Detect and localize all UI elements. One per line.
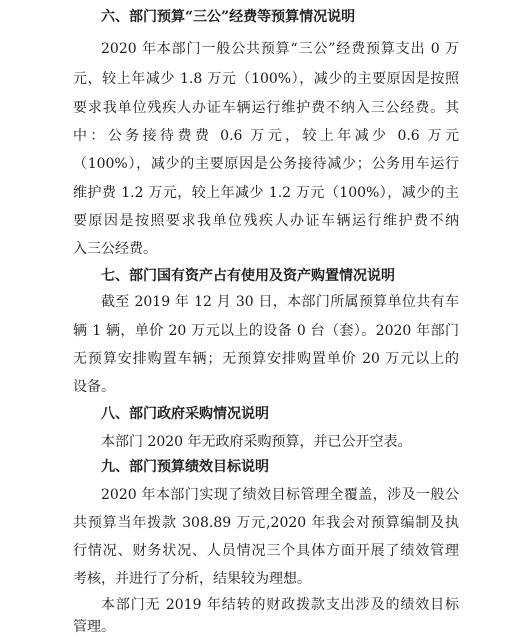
paragraph-line: 本部门 2020 年无政府采购预算，并已公开空表。 xyxy=(101,434,412,450)
paragraph-line: 无预算安排购置车辆；无预算安排购置单价 20 万元以上的 xyxy=(73,351,459,367)
paragraph-line: 维护费 1.2 万元，较上年减少 1.2 万元（100%），减少的主 xyxy=(73,185,459,201)
paragraph-line: 辆 1 辆，单价 20 万元以上的设备 0 台（套）。2020 年部门 xyxy=(73,323,459,339)
paragraph-line: 行情况、财务状况、人员情况三个具体方面开展了绩效管理 xyxy=(73,543,459,559)
paragraph-line: 截至 2019 年 12 月 30 日，本部门所属预算单位共有车 xyxy=(101,294,459,310)
paragraph-line: 入三公经费。 xyxy=(73,241,157,257)
paragraph-line: 要原因是按照要求我单位残疾人办证车辆运行维护费不纳 xyxy=(73,213,459,229)
section-heading-9: 九、部门预算绩效目标说明 xyxy=(101,459,269,475)
paragraph-line: 考核，并进行了分析，结果较为理想。 xyxy=(73,571,311,587)
paragraph-line: 共预算当年拨款 308.89 万元,2020 年我会对预算编制及执 xyxy=(73,515,459,531)
paragraph-line: 本部门无 2019 年结转的财政拨款支出涉及的绩效目标 xyxy=(101,597,459,613)
section-heading-6: 六、部门预算“三公”经费等预算情况说明 xyxy=(101,9,356,25)
section-heading-7: 七、部门国有资产占有使用及资产购置情况说明 xyxy=(101,268,395,284)
paragraph-line: 元，较上年减少 1.8 万元（100%），减少的主要原因是按照 xyxy=(73,71,459,87)
section-heading-8: 八、部门政府采购情况说明 xyxy=(101,406,269,422)
paragraph-line: 2020 年本部门实现了绩效目标管理全覆盖，涉及一般公 xyxy=(101,487,459,503)
paragraph-line: 要求我单位残疾人办证车辆运行维护费不纳入三公经费。其 xyxy=(73,100,459,116)
paragraph-line: （100%），减少的主要原因是公务接待减少；公务用车运行 xyxy=(73,156,459,172)
paragraph-line: 中：公务接待费费 0.6 万元，较上年减少 0.6 万元 xyxy=(73,128,459,144)
paragraph-line: 设备。 xyxy=(73,379,115,395)
paragraph-line: 管理。 xyxy=(73,619,115,635)
paragraph-line: 2020 年本部门一般公共预算“三公”经费预算支出 0 万 xyxy=(101,41,459,57)
